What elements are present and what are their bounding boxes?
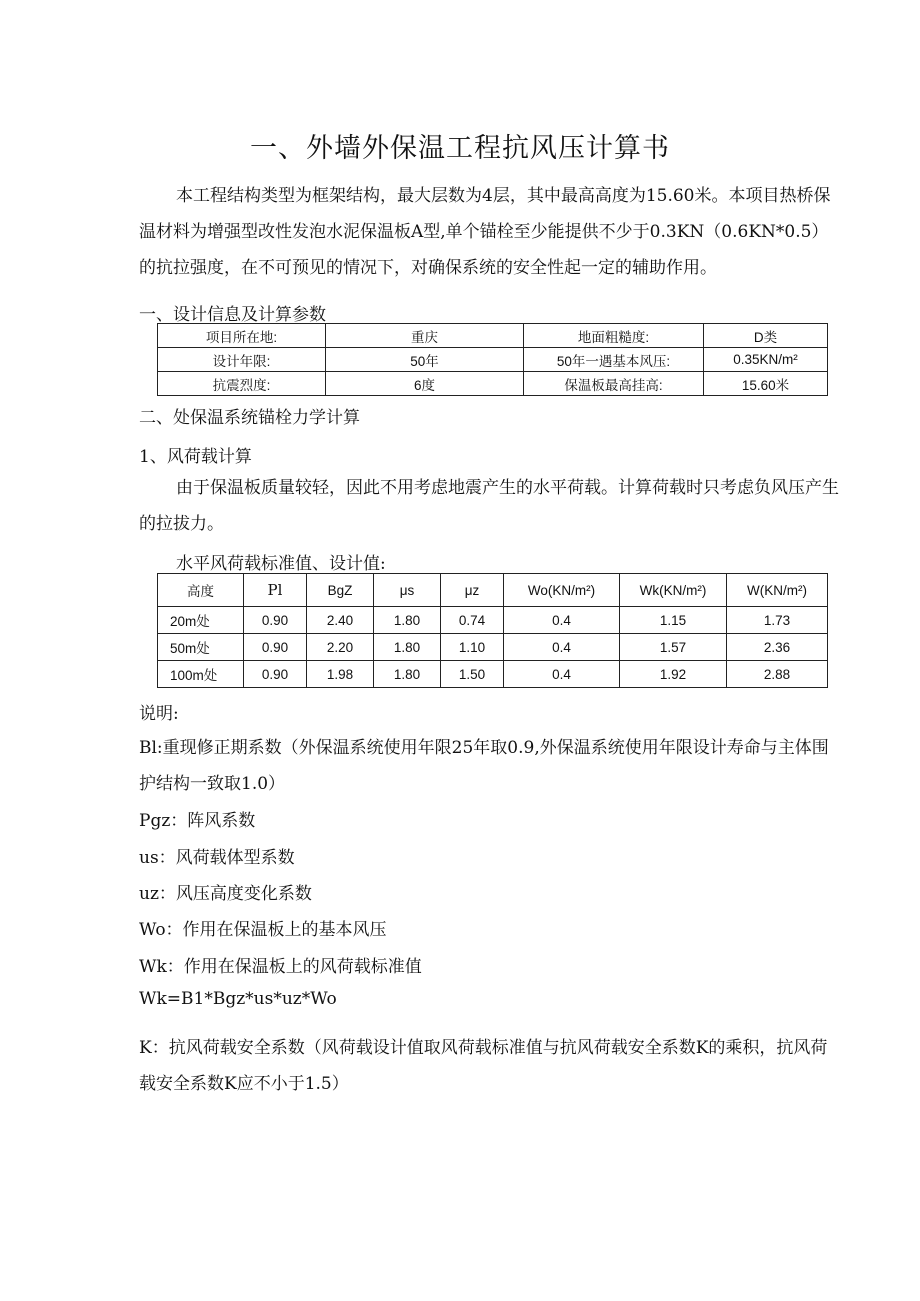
wind-table-cell: 1.73 (727, 607, 828, 634)
note-wk: Wk：作用在保温板上的风荷载标准值 (139, 957, 422, 977)
notes-title: 说明: (139, 704, 179, 724)
wind-table-cell: 0.90 (244, 607, 307, 634)
wind-table-header-cell: μz (441, 574, 504, 607)
info-row (158, 348, 828, 372)
wind-table-row (158, 661, 828, 688)
wind-table-header-cell: BgZ (307, 574, 374, 607)
wind-table-cell: 0.90 (244, 661, 307, 688)
info-cell: 50年一遇基本风压: (524, 348, 704, 372)
wind-table-header-cell: Wo(KN/m²) (504, 574, 620, 607)
wind-table-cell: 0.4 (504, 661, 620, 688)
wind-table-cell: 1.80 (374, 607, 441, 634)
info-cell: 抗震烈度: (158, 372, 326, 396)
wind-table-cell: 0.90 (244, 634, 307, 661)
note-uz: uz：风压高度变化系数 (139, 884, 312, 904)
note-wo: Wo：作用在保温板上的基本风压 (139, 920, 387, 940)
wind-table-cell: 2.88 (727, 661, 828, 688)
note-k: K：抗风荷载安全系数（风荷载设计值取风荷载标准值与抗风荷载安全系数K的乘积，抗风荷载安全系数K应不小于1.5） (139, 1038, 828, 1094)
wind-table-header-cell: 高度 (158, 574, 244, 607)
section-heading-design-info: 一、设计信息及计算参数 (139, 305, 326, 325)
wind-table-cell: 20m处 (158, 607, 244, 634)
info-cell: 0.35KN/m² (704, 348, 828, 372)
subheading-wind-load: 1、风荷载计算 (139, 447, 252, 467)
design-info-table (157, 323, 828, 396)
wind-table-cell: 1.80 (374, 634, 441, 661)
wind-table-cell: 2.20 (307, 634, 374, 661)
wind-table-cell: 50m处 (158, 634, 244, 661)
wind-table-header-cell: Wk(KN/m²) (620, 574, 727, 607)
wind-table-cell: 100m处 (158, 661, 244, 688)
info-cell: 设计年限: (158, 348, 326, 372)
note-us: us：风荷载体型系数 (139, 848, 295, 868)
wind-table-row (158, 634, 828, 661)
wind-table-cell: 1.98 (307, 661, 374, 688)
wind-table-cell: 1.50 (441, 661, 504, 688)
document-title: 一、外墙外保温工程抗风压计算书 (250, 133, 670, 164)
wind-intro-paragraph: 由于保温板质量较轻，因此不用考虑地震产生的水平荷载。计算荷载时只考虑负风压产生的拉拔力。 (139, 478, 839, 534)
wind-table-cell: 0.4 (504, 607, 620, 634)
info-cell: 重庆 (326, 324, 524, 348)
wind-table-cell: 1.80 (374, 661, 441, 688)
info-row (158, 372, 828, 396)
wind-table-row (158, 607, 828, 634)
wind-table-cell: 1.10 (441, 634, 504, 661)
wind-table-caption: 水平风荷载标准值、设计值: (176, 554, 386, 574)
wind-table-header-cell: W(KN/m²) (727, 574, 828, 607)
wind-table-cell: 2.36 (727, 634, 828, 661)
wind-table-cell: 0.4 (504, 634, 620, 661)
info-cell: 6度 (326, 372, 524, 396)
wind-table-cell: 1.92 (620, 661, 727, 688)
note-pgz: Pgz：阵风系数 (139, 811, 256, 831)
wind-table-cell: 1.57 (620, 634, 727, 661)
info-cell: 地面粗糙度: (524, 324, 704, 348)
info-row (158, 324, 828, 348)
wind-table-cell: 0.74 (441, 607, 504, 634)
wind-table-cell: 2.40 (307, 607, 374, 634)
info-cell: D类 (704, 324, 828, 348)
info-cell: 项目所在地: (158, 324, 326, 348)
wind-table-header-cell: μs (374, 574, 441, 607)
info-cell: 15.60米 (704, 372, 828, 396)
wind-table-cell: 1.15 (620, 607, 727, 634)
wind-load-table (157, 573, 828, 688)
note-bl: Bl:重现修正期系数（外保温系统使用年限25年取0.9,外保温系统使用年限设计寿命与主体围护结构一致取1.0） (139, 738, 829, 794)
info-cell: 50年 (326, 348, 524, 372)
wind-table-header-cell: Pl (244, 574, 307, 607)
wind-table-header-row (158, 574, 828, 607)
intro-paragraph: 本工程结构类型为框架结构，最大层数为4层，其中最高高度为15.60米。本项目热桥保温材料为增强型改性发泡水泥保温板A型,单个锚栓至少能提供不少于0.3KN（0.6KN*0.5）的抗拉强度，在不可预见的情况下，对确保系统的安全性起一定的辅助作用。 (139, 186, 831, 278)
info-cell: 保温板最高挂高: (524, 372, 704, 396)
note-formula: Wk=B1*Bgz*us*uz*Wo (139, 989, 337, 1009)
section-heading-anchor-calc: 二、处保温系统锚栓力学计算 (139, 408, 360, 428)
